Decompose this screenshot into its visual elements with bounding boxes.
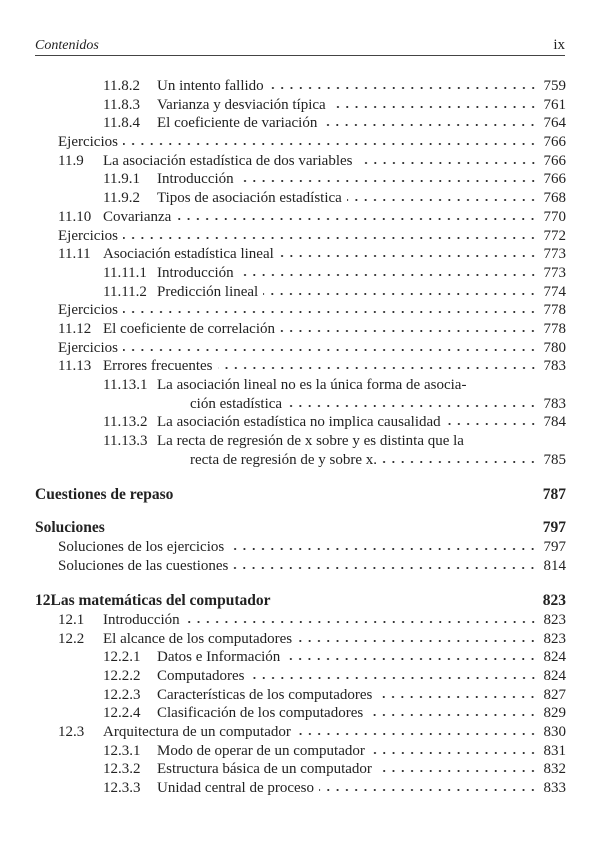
entry-title: Introducción (103, 611, 180, 628)
entry-page: 830 (543, 724, 566, 740)
entry-title: Ejercicios (58, 227, 118, 244)
dot-leader (368, 713, 537, 717)
entry-title: Soluciones de las cuestiones (58, 557, 229, 574)
entry-title: Tipos de asociación estadística (157, 190, 342, 207)
toc-entry[interactable] (35, 704, 566, 723)
entry-number: 11.13 (58, 358, 92, 375)
toc-entry[interactable] (35, 376, 566, 395)
entry-title: Soluciones (35, 519, 105, 537)
toc-entry[interactable] (35, 538, 566, 557)
dot-leader (358, 161, 538, 165)
dot-leader (239, 273, 538, 277)
entry-number: 11.9 (58, 152, 84, 169)
entry-page: 766 (543, 134, 566, 151)
entry-title: La asociación estadística no implica causalidad (157, 414, 441, 431)
dot-leader (229, 547, 537, 551)
toc-entry[interactable] (35, 96, 566, 115)
entry-number: 11.11.1 (103, 264, 147, 281)
toc-entry[interactable] (35, 320, 566, 339)
entry-page: 832 (543, 761, 566, 778)
entry-page: 814 (543, 557, 566, 574)
entry-title: La recta de regresión de x sobre y es distinta que la (157, 433, 464, 450)
entry-page: 783 (543, 358, 566, 375)
entry-page: 797 (543, 538, 566, 555)
dot-leader (319, 788, 537, 792)
entry-number: 12.3.3 (103, 780, 141, 797)
entry-number: 11.8.3 (103, 96, 140, 113)
dot-leader (280, 329, 538, 333)
entry-page: 787 (542, 486, 566, 504)
toc-entry[interactable] (35, 451, 566, 470)
entry-title: Unidad central de proceso (157, 780, 315, 797)
dot-leader (185, 620, 538, 624)
entry-page: 824 (543, 649, 566, 666)
toc-entry[interactable] (35, 611, 566, 630)
dot-leader (296, 732, 538, 736)
entry-number: 11.8.4 (103, 115, 140, 132)
toc-entry[interactable] (35, 413, 566, 432)
entry-title: La asociación estadística de dos variables (103, 152, 353, 169)
entry-title: El coeficiente de variación (157, 115, 318, 132)
entry-page: 773 (543, 264, 566, 281)
toc-entry[interactable] (35, 301, 566, 320)
entry-number: 12.3.1 (103, 742, 141, 759)
toc-entry[interactable] (35, 686, 566, 705)
toc-entry[interactable] (35, 648, 566, 667)
dot-leader (176, 217, 537, 221)
dot-leader (285, 657, 537, 661)
entry-number: 12.2.4 (103, 705, 141, 722)
entry-page: 785 (543, 451, 566, 468)
entry-number: 12.2.3 (103, 686, 141, 703)
dot-leader (287, 404, 537, 408)
toc-entry[interactable] (35, 486, 566, 505)
entry-title: Computadores (157, 667, 245, 684)
entry-page: 774 (543, 283, 566, 300)
dot-leader (123, 310, 538, 314)
entry-page: 773 (543, 246, 566, 263)
entry-page: 829 (543, 705, 566, 722)
entry-page: 778 (543, 320, 566, 337)
dot-leader (263, 292, 537, 296)
toc-entry[interactable] (35, 114, 566, 133)
toc-entry[interactable] (35, 208, 566, 227)
dot-leader (250, 676, 538, 680)
toc-entry[interactable] (35, 339, 566, 358)
entry-number: 11.9.1 (103, 171, 140, 188)
entry-page: 766 (543, 171, 566, 188)
dot-leader (239, 179, 538, 183)
entry-title: Características de los computadores (157, 686, 373, 703)
entry-title: Varianza y desviación típica (157, 96, 326, 113)
dot-leader (123, 348, 538, 352)
entry-title: Datos e Información (157, 649, 281, 666)
table-of-contents (35, 77, 566, 798)
running-title: Contenidos (35, 38, 99, 53)
entry-number: 11.13.2 (103, 414, 148, 431)
entry-title: Predicción lineal (157, 283, 259, 300)
entry-title: Ejercicios (58, 134, 118, 151)
entry-title: La asociación lineal no es la única forma de asocia- (157, 377, 467, 393)
dot-leader (347, 198, 538, 202)
entry-page: 764 (543, 115, 566, 132)
toc-entry[interactable] (35, 152, 566, 171)
entry-title: Ejercicios (58, 339, 118, 356)
entry-page: 778 (543, 302, 566, 319)
entry-number: 12.3.2 (103, 761, 141, 778)
entry-page: 772 (543, 227, 566, 244)
entry-page: 780 (543, 339, 566, 356)
entry-title: ción estadística (190, 395, 283, 412)
toc-entry[interactable] (35, 395, 566, 414)
dot-leader (276, 601, 537, 605)
entry-page: 784 (543, 414, 566, 431)
dot-leader (322, 123, 537, 127)
toc-entry[interactable] (35, 133, 566, 152)
entry-number: 12 (35, 592, 51, 610)
dot-leader (123, 142, 538, 146)
dot-leader (377, 695, 537, 699)
entry-number: 12.2.2 (103, 667, 141, 684)
toc-entry[interactable] (35, 283, 566, 302)
entry-number: 11.13.3 (103, 433, 148, 450)
entry-title: El coeficiente de correlación (103, 320, 275, 337)
toc-entry[interactable] (35, 557, 566, 576)
entry-title: Cuestiones de repaso (35, 486, 174, 504)
toc-entry[interactable] (35, 77, 566, 96)
entry-number: 11.8.2 (103, 78, 140, 94)
entry-title: Estructura básica de un computador (157, 761, 372, 778)
entry-number: 12.1 (58, 611, 85, 628)
toc-entry[interactable] (35, 667, 566, 686)
dot-leader (178, 495, 536, 499)
entry-page: 833 (543, 780, 566, 797)
entry-number: 11.12 (58, 320, 92, 337)
toc-entry[interactable] (35, 592, 566, 611)
entry-page: 759 (543, 78, 566, 94)
entry-page: 783 (543, 395, 566, 412)
entry-title: Ejercicios (58, 302, 118, 319)
entry-title: Las matemáticas del computador (50, 592, 271, 610)
entry-title: Covarianza (103, 208, 172, 225)
entry-page: 768 (543, 190, 566, 207)
toc-entry[interactable] (35, 742, 566, 761)
dot-leader (370, 751, 538, 755)
entry-title: Arquitectura de un computador (103, 724, 291, 740)
entry-title: Errores frecuentes (103, 358, 213, 375)
dot-leader (446, 422, 538, 426)
toc-entry[interactable] (35, 170, 566, 189)
entry-number: 11.13.1 (103, 377, 148, 393)
entry-number: 12.2 (58, 630, 85, 647)
dot-leader (377, 769, 538, 773)
entry-page: 831 (543, 742, 566, 759)
entry-page: 797 (542, 519, 566, 537)
entry-title: recta de regresión de y sobre x. (190, 451, 378, 468)
entry-title: Introducción (157, 171, 234, 188)
dot-leader (233, 566, 537, 570)
toc-entry[interactable] (35, 723, 566, 742)
entry-page: 761 (543, 96, 566, 113)
entry-title: Asociación estadística lineal (103, 246, 274, 263)
dot-leader (279, 254, 538, 258)
toc-entry[interactable] (35, 432, 566, 451)
dot-leader (123, 236, 538, 240)
entry-title: Introducción (157, 264, 234, 281)
toc-entry[interactable] (35, 519, 566, 538)
entry-title: El alcance de los computadores (103, 630, 293, 647)
entry-page: 766 (543, 152, 566, 169)
dot-leader (218, 366, 538, 370)
toc-entry[interactable] (35, 245, 566, 264)
dot-leader (269, 86, 538, 90)
dot-leader (382, 460, 537, 464)
entry-number: 12.2.1 (103, 649, 141, 666)
entry-page: 823 (542, 592, 566, 610)
entry-page: 823 (543, 611, 566, 628)
toc-entry[interactable] (35, 779, 566, 798)
toc-entry[interactable] (35, 760, 566, 779)
dot-leader (331, 105, 538, 109)
dot-leader (110, 528, 537, 532)
entry-title: Soluciones de los ejercicios (58, 538, 225, 555)
entry-title: Un intento fallido (157, 78, 264, 94)
entry-page: 823 (543, 630, 566, 647)
entry-page: 827 (543, 686, 566, 703)
toc-entry[interactable] (35, 189, 566, 208)
toc-entry[interactable] (35, 227, 566, 246)
toc-entry[interactable] (35, 357, 566, 376)
toc-entry[interactable] (35, 264, 566, 283)
page-number: ix (553, 37, 565, 53)
dot-leader (297, 639, 537, 643)
entry-title: Modo de operar de un computador (157, 742, 365, 759)
entry-number: 12.3 (58, 724, 85, 740)
toc-entry[interactable] (35, 630, 566, 649)
entry-number: 11.11 (58, 246, 91, 263)
entry-title: Clasificación de los computadores (157, 705, 364, 722)
running-header (35, 37, 565, 56)
entry-number: 11.10 (58, 208, 92, 225)
entry-number: 11.11.2 (103, 283, 147, 300)
entry-page: 770 (543, 208, 566, 225)
entry-page: 824 (543, 667, 566, 684)
entry-number: 11.9.2 (103, 190, 140, 207)
